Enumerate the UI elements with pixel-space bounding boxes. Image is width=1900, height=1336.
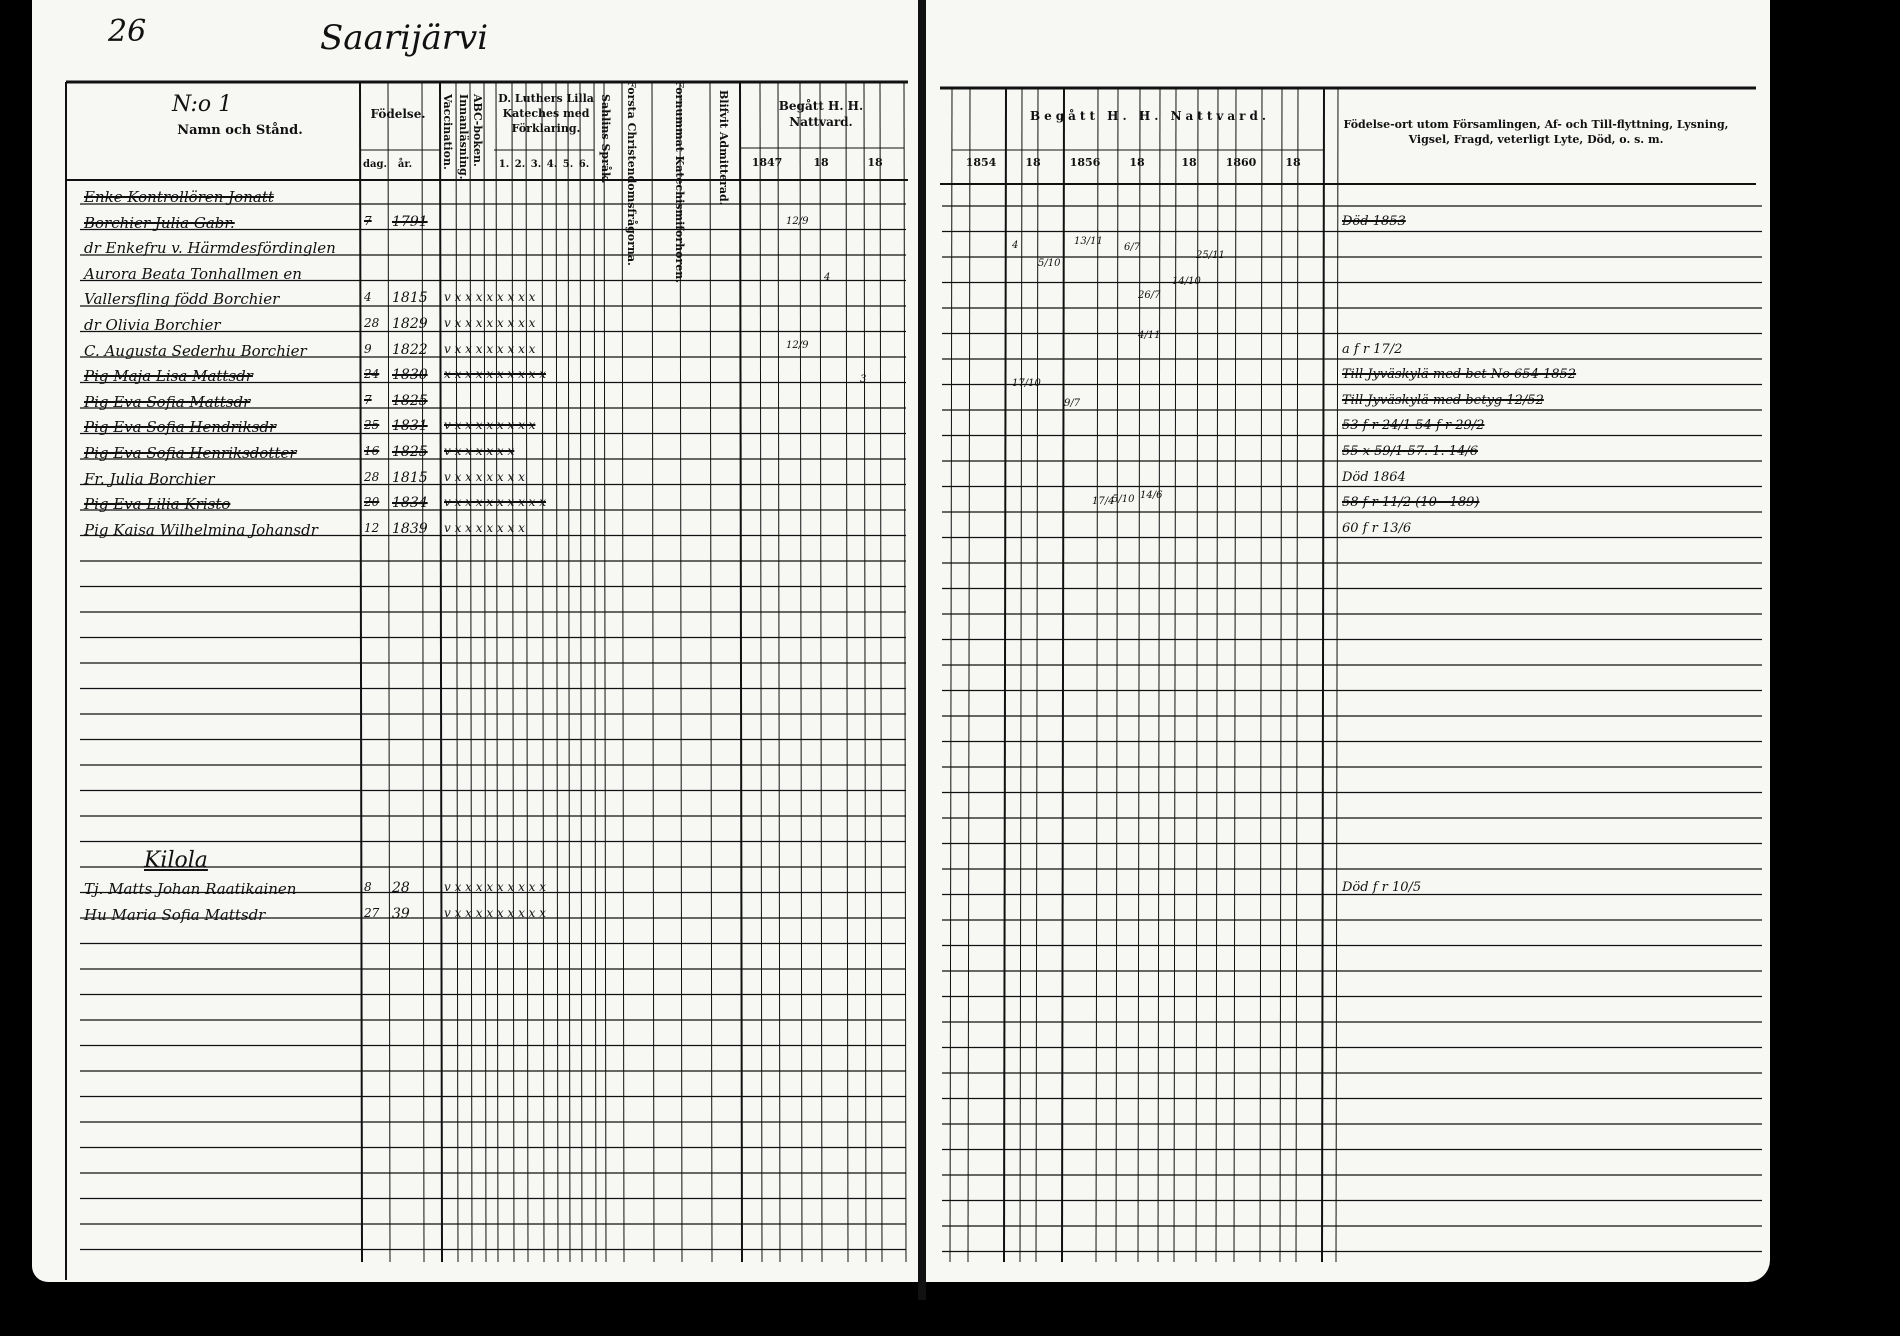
header-birth-day: dag. xyxy=(363,159,387,170)
section2-place: Kilola xyxy=(144,848,208,873)
year-header: 18 xyxy=(813,156,829,169)
column-rule xyxy=(1158,88,1160,1262)
entry-birth-day: 28 xyxy=(364,469,380,484)
entry-name: dr Enkefru v. Härmdesfördinglen xyxy=(84,239,336,258)
column-rule xyxy=(904,82,906,1262)
page-number: 26 xyxy=(108,14,147,49)
nattvard-mark: 4 xyxy=(824,272,831,283)
luther-part-label: 5. xyxy=(562,159,574,170)
nattvard-mark: 5/10 xyxy=(1112,494,1135,505)
year-header: 1854 xyxy=(965,156,997,169)
column-rule xyxy=(1336,88,1338,1262)
entry-name: Fr. Julia Borchier xyxy=(84,469,215,488)
column-rule xyxy=(710,82,712,1262)
entry-name: Pig Maja Lisa Mattsdr xyxy=(84,367,253,386)
column-rule xyxy=(800,82,802,1262)
column-rule xyxy=(846,82,848,1262)
column-rule xyxy=(1260,88,1262,1262)
entry-marks: v x x x x x x x xyxy=(444,469,525,484)
entry-birth-year: 1829 xyxy=(392,316,428,332)
column-rule xyxy=(1062,88,1064,1262)
entry-birth-year: 1815 xyxy=(392,290,428,307)
header-svebilius: Sahlins Språk. xyxy=(599,94,612,184)
entry-marks: v x x x x x x x xyxy=(444,520,525,535)
entry-birth-year: 1815 xyxy=(392,469,428,486)
entry-name: Vallersfling född Borchier xyxy=(84,290,280,309)
entry-marks: v x x x x x x x x xyxy=(444,290,536,305)
column-rule xyxy=(360,82,362,1262)
column-rule xyxy=(1234,88,1236,1262)
entry-marks: v x x x x x x x x x xyxy=(444,880,547,894)
column-rule xyxy=(1174,88,1176,1262)
column-rule xyxy=(512,82,514,1262)
column-rule xyxy=(422,82,424,1262)
entry-name: Tj. Matts Johan Raatikainen xyxy=(84,880,297,898)
entry-birth-year: 39 xyxy=(392,906,410,922)
year-header: 1856 xyxy=(1069,156,1101,169)
header-abc: ABC-boken. xyxy=(471,94,484,167)
entry-name: Aurora Beata Tonhallmen en xyxy=(84,264,302,283)
entry-note: Till Jyväskylä med betyg 12/52 xyxy=(1342,392,1544,408)
village-title: Saarijärvi xyxy=(320,18,489,58)
nattvard-mark: 26/7 xyxy=(1138,290,1161,301)
column-rule xyxy=(760,82,762,1262)
entry-marks: v x x x x x x x x xyxy=(444,418,536,433)
year-header: 1847 xyxy=(751,156,783,169)
entry-name: Borchier Julia Gabr. xyxy=(84,213,235,232)
column-rule xyxy=(968,88,970,1262)
column-rule xyxy=(556,82,558,1262)
column-rule xyxy=(456,82,458,1262)
entry-note: Död f r 10/5 xyxy=(1342,880,1422,895)
entry-marks: v x x x x x x x x x xyxy=(444,495,547,510)
header-name-column: Namn och Stånd. xyxy=(177,123,303,138)
header-christendom: Forsta Christendomsfrågorna. xyxy=(625,80,638,266)
entry-note: 53 f r 24/1 54 f r 29/2 xyxy=(1342,418,1485,434)
column-rule xyxy=(950,88,952,1262)
luther-part-label: 6. xyxy=(578,159,590,170)
entry-note: Död 1864 xyxy=(1342,469,1406,485)
header-luther: D. Luthers Lilla Kateches med Förklaring. xyxy=(498,92,594,135)
nattvard-mark: 5/10 xyxy=(1038,258,1061,269)
entry-birth-day: 12 xyxy=(364,520,380,535)
header-begatt-left: Begått H. H. Nattvard. xyxy=(778,99,864,130)
entry-name: Enke Kontrollören Jonatt xyxy=(84,188,274,206)
nattvard-mark: 6/7 xyxy=(1124,242,1141,253)
entry-marks: v x x x x x x x x x xyxy=(444,906,547,920)
column-rule xyxy=(484,82,486,1262)
luther-part-label: 2. xyxy=(514,159,526,170)
entry-birth-year: 1791 xyxy=(392,213,428,230)
luther-part-label: 4. xyxy=(546,159,558,170)
year-header: 18 xyxy=(1181,156,1197,169)
column-rule xyxy=(1280,88,1282,1262)
entry-marks: x x x x x x x x x x xyxy=(444,367,547,382)
entry-birth-year: 1839 xyxy=(392,520,428,537)
column-rule xyxy=(568,82,570,1262)
year-header: 18 xyxy=(1285,156,1301,169)
entry-name: Pig Eva Lilia Kristo xyxy=(84,495,231,514)
year-header: 18 xyxy=(1129,156,1145,169)
year-header: 18 xyxy=(1025,156,1041,169)
column-rule xyxy=(1322,88,1324,1262)
nattvard-mark: 9/7 xyxy=(1064,398,1081,409)
entry-birth-year: 1830 xyxy=(392,367,428,384)
nattvard-mark: 12/9 xyxy=(786,216,809,227)
header-birth: Födelse. xyxy=(370,107,426,121)
header-no: N:o 1 xyxy=(172,92,233,117)
entry-name: Pig Eva Sofia Hendriksdr xyxy=(84,418,277,437)
column-rule xyxy=(1196,88,1198,1262)
year-header: 1860 xyxy=(1225,156,1257,169)
entry-note: Till Jyväskylä med bet No 654 1852 xyxy=(1342,367,1577,383)
entry-birth-day: 7 xyxy=(364,213,372,228)
entry-name: dr Olivia Borchier xyxy=(84,316,221,334)
entry-birth-day: 24 xyxy=(364,367,380,382)
entry-name: Pig Eva Sofia Henriksdotter xyxy=(84,444,297,462)
column-rule xyxy=(496,82,498,1262)
column-rule xyxy=(1004,88,1006,1262)
entry-birth-day: 20 xyxy=(364,495,380,510)
column-rule xyxy=(388,82,390,1262)
column-rule xyxy=(652,82,654,1262)
nattvard-mark: 12/9 xyxy=(786,340,809,351)
header-inanlasning: Innanläsning. xyxy=(457,94,470,180)
column-rule xyxy=(1138,88,1140,1262)
entry-birth-day: 16 xyxy=(364,444,380,458)
column-rule xyxy=(740,82,742,1262)
column-rule xyxy=(622,82,624,1262)
nattvard-mark: 25/11 xyxy=(1196,250,1225,261)
entry-birth-year: 28 xyxy=(392,880,410,896)
nattvard-mark: 4 xyxy=(1012,240,1019,251)
entry-note: a f r 17/2 xyxy=(1342,341,1403,357)
column-rule xyxy=(526,82,528,1262)
column-rule xyxy=(470,82,472,1262)
entry-marks: v x x x x x x xyxy=(444,444,515,458)
column-rule xyxy=(1096,88,1098,1262)
entry-birth-day: 7 xyxy=(364,392,372,407)
entry-birth-day: 28 xyxy=(364,316,380,330)
header-vaccination: Vaccination. xyxy=(441,94,454,170)
entry-name: C. Augusta Sederhu Borchier xyxy=(84,341,307,360)
entry-note: Död 1853 xyxy=(1342,213,1406,229)
entry-note: 60 f r 13/6 xyxy=(1342,520,1412,536)
entry-birth-year: 1825 xyxy=(392,392,428,409)
luther-part-label: 3. xyxy=(530,159,542,170)
luther-part-label: 1. xyxy=(498,159,510,170)
column-rule xyxy=(580,82,582,1262)
nattvard-mark: 14/10 xyxy=(1172,276,1201,287)
entry-birth-day: 4 xyxy=(364,290,372,305)
entry-birth-year: 1822 xyxy=(392,341,428,358)
entry-birth-day: 8 xyxy=(364,880,372,894)
entry-birth-day: 25 xyxy=(364,418,380,433)
entry-name: Pig Eva Sofia Mattsdr xyxy=(84,392,251,411)
header-remarks: Födelse-ort utom Församlingen, Af- och Till-flyttning, Lysning, Vigsel, Fragd, veterligt Lyte, Död, o. s. m. xyxy=(1343,118,1729,146)
header-kate-forhor: Fornummat Katechismiforhoren. xyxy=(673,80,686,284)
column-rule xyxy=(820,82,822,1262)
nattvard-mark: 4/11 xyxy=(1138,330,1161,341)
header-begatt-right: Begått H. H. Nattvard. xyxy=(1029,109,1271,123)
year-header: 18 xyxy=(867,156,883,169)
nattvard-mark: 17/10 xyxy=(1012,378,1041,389)
entry-birth-year: 1834 xyxy=(392,495,428,512)
nattvard-mark: 14/6 xyxy=(1140,490,1163,501)
column-rule xyxy=(542,82,544,1262)
column-rule xyxy=(1296,88,1298,1262)
entry-note: 58 f r 11/2 (10 - 189) xyxy=(1342,495,1480,511)
column-rule xyxy=(604,82,606,1262)
entry-name: Hu Maria Sofia Mattsdr xyxy=(84,906,266,924)
entry-birth-day: 9 xyxy=(364,341,372,356)
column-rule xyxy=(440,82,442,1262)
entry-name: Pig Kaisa Wilhelmina Johansdr xyxy=(84,520,318,539)
nattvard-mark: 17/4 xyxy=(1092,496,1115,507)
header-birth-year: år. xyxy=(397,159,413,170)
column-rule xyxy=(594,82,596,1262)
column-rule xyxy=(778,82,780,1262)
entry-birth-year: 1831 xyxy=(392,418,428,435)
nattvard-mark: 3 xyxy=(860,374,867,385)
entry-note: 55 x 59/1 57. 1. 14/6 xyxy=(1342,444,1478,459)
entry-birth-year: 1825 xyxy=(392,444,428,460)
column-rule xyxy=(880,82,882,1262)
nattvard-mark: 13/11 xyxy=(1074,236,1103,247)
entry-birth-day: 27 xyxy=(364,906,380,920)
entry-marks: v x x x x x x x x xyxy=(444,316,536,330)
header-blifvit: Blifvit Admitterad. xyxy=(717,90,730,206)
entry-marks: v x x x x x x x x xyxy=(444,341,536,356)
column-rule xyxy=(1116,88,1118,1262)
column-rule xyxy=(1020,88,1022,1262)
column-rule xyxy=(864,82,866,1262)
column-rule xyxy=(1216,88,1218,1262)
